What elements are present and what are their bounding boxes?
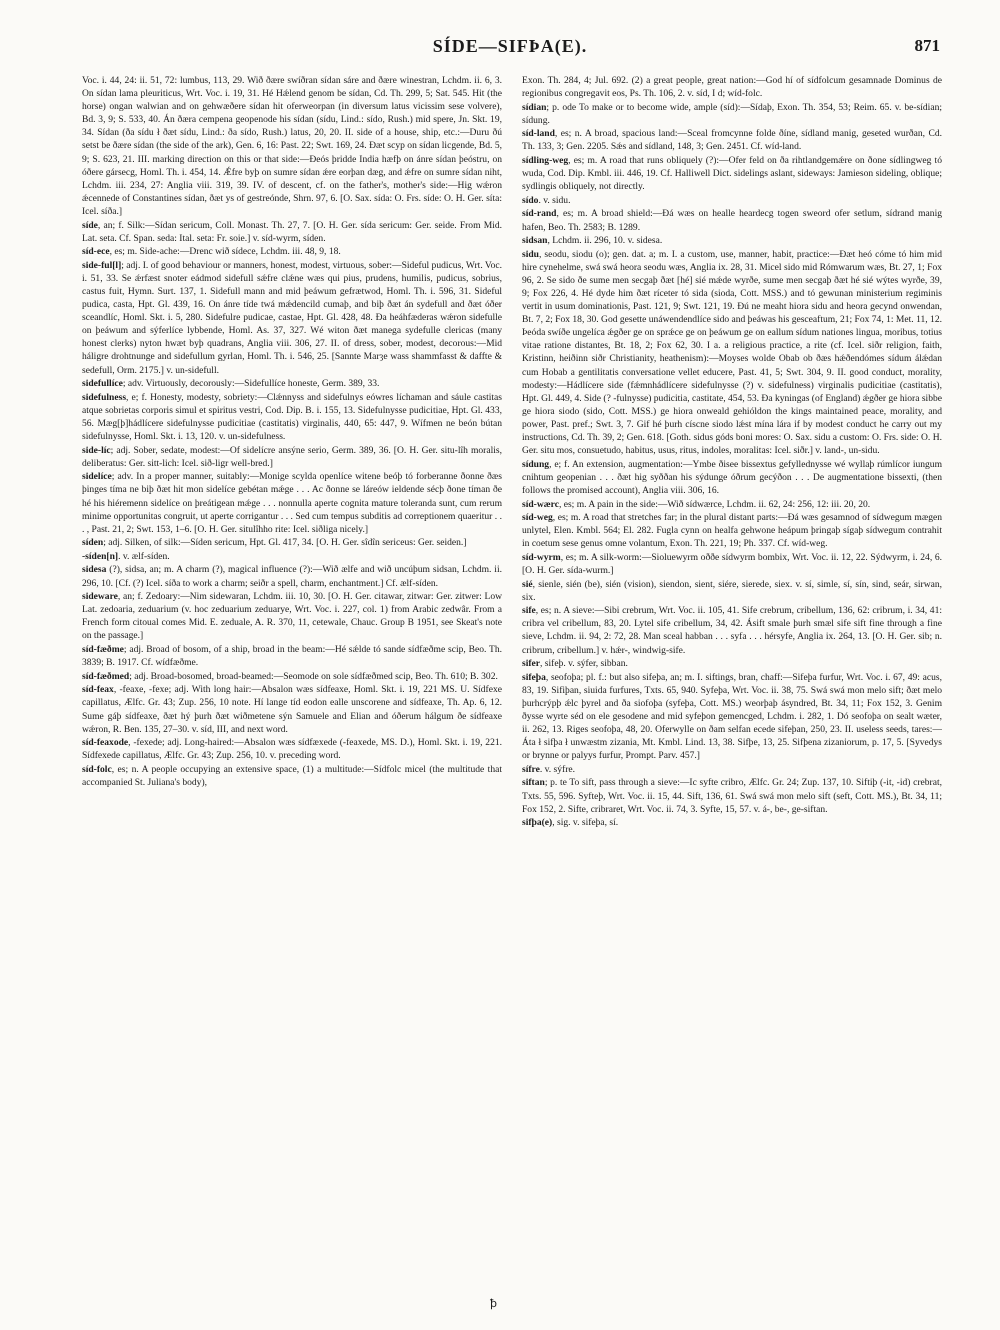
- signature-mark: ꝥ: [490, 1298, 497, 1310]
- entry-text: , -feaxe, -fexe; adj. With long hair:—Absalon wæs sídfeaxe, Homl. Skt. i. 19, 221 MS. U. Sídfexe capillatus, Ælfc. Gr. 43; Zup. 256, 10 note. Hí lange tíd eodon ealle unscorene and sídfeaxe, Th. Ap. 6, 12. Sume gáþ sídfeaxe, ðæt hý þurh ðæt wiðmetene sýn Samuele and Elian and óðerum hálgum ðe sídfeaxe wǽron, R. Ben. 135, 27–30. v. síd, III, and next word.: [82, 684, 502, 735]
- right-column: [522, 74, 942, 1289]
- entry-headword: sié: [522, 578, 533, 590]
- entry-text: , es; n. A broad, spacious land:—Sceal fromcynne folde ðíne, sídland manig, geseted wurðan, Cd. Th. 133, 3; Gen. 2205. Sǽs and sídland, 148, 3; Gen. 2451. Cf. wíd-land.: [522, 128, 942, 153]
- entry-headword: sidesa: [82, 564, 107, 576]
- entry-text: , es; m. A silk-worm:—Sioluewyrm oððe sídwyrm bombix, Wrt. Voc. ii. 12, 22. Sýdwyrm, i. 24, 6. [O. H. Ger. sída-wurm.]: [522, 551, 942, 576]
- dictionary-entry: [82, 643, 502, 669]
- dictionary-entry: [522, 604, 942, 656]
- entry-headword: siftan: [522, 777, 545, 789]
- dictionary-entry: [82, 74, 502, 218]
- dictionary-entry: [522, 101, 942, 127]
- dictionary-entry: [82, 391, 502, 443]
- entry-text: , sifeþ. v. sýfer, sibban.: [540, 658, 628, 670]
- entry-text: . v. sidu.: [538, 194, 571, 206]
- entry-headword: síd-feax: [82, 684, 114, 696]
- running-head: [80, 36, 940, 60]
- entry-text: , -fexede; adj. Long-haired:—Absalon wæs sídfæxede (-feaxede, MS. D.), Homl. Skt. i. 19, 221. Sídfexede capillatus, Ælfc. Gr. 43; Zup. 256, 10. v. preceding word.: [82, 737, 502, 762]
- dictionary-entry: [522, 671, 942, 763]
- entry-headword: side-ful[l]: [82, 259, 122, 271]
- entry-text: , Lchdm. ii. 296, 10. v. sidesa.: [547, 235, 663, 247]
- entry-headword: sífre: [522, 763, 540, 775]
- entry-text: ; adj. I. of good behaviour or manners, honest, modest, virtuous, sober:—Sideful pudicus, Wrt. Voc. i. 51, 33. Se ǽrfæst snoter eádmod sidefull sǽfre clǽne wæs qui pius, prudens, humilis, pudicus, sobrius, castus fuit, Hymn. Surt. 137, 1. Sidefull mann and mid þeáwum gefrætwod, Homl. Th. i. 596, 31. Sideful pudica, casta, Hpt. Gl. 439, 16. On ánre tíde twá mǽdencild cumaþ, and biþ ðæt án sydefull and ðæt óðer sceandlíc, Homl. Skt. i. 5, 280. Sidefulre pudicae, castae, Hpt. Gl. 428, 48. Ða heáhfæderas wǽron sidefulle on þeáwum and sýferlíce lybbende, Homl. As. 37, 327. Wé witon ðæt manega sydefulle clericas (many honest clerks) nyton hwæt byþ quadrans, Anglia viii. 306, 27. II. of dress, sober, modest, decorous:—Mid háligre drohtnunge and sidefullum gyrlan, Homl. Th. i. 546, 25. [Sannte Marȝe wass shammfasst & daffte & sedefull, Orm. 2175.] v. un-sidefull.: [82, 259, 502, 376]
- dictionary-entry: [82, 590, 502, 642]
- entry-text: , seodu, siodu (o); gen. dat. a; m. I. a custom, use, manner, habit, practice:—Ðæt heó cóme tó him mid hire cynehelme, swá swá heora seodu wæs, Anglia ix. 28, 31. Micel sido mid Rómwarum wæs, Bt. 27, 1; Fox 96, 2. Se sido ðe sume men secgaþ ðæt [hé] sié mǽde wyrðe, sume men secgaþ ðæt hé sié wýtes wyrðe, 39, 9; Fox 226, 4. Hé dyde him ðæt ríceter tó sida (sioda, Cott. MSS.) and tó gewunan ministerium regiminis vertit in usum dominationis, Past. 121, 9; Swt. 121, 19. Ðú ne meaht hiora sidu and heora gecynd onwendan, Bt. 7, 2; Fox 18, 30. God gesette unáwendendlíce sido and þeáwas his gesceaftum, 21; Fox 74, 1: Met. 11, 12. Þeóda swíðe ungelíca ǽgðer ge on sprǽce ge on þeáwum ge on eallum sídum nationes lingua, moribus, totius vitae ratione distantes, Bt. 18, 2; Fox 62, 30. I a. a religious practice, a rite (cf. Icel. siðr religion, faith, Kristinn, heiðinn siðr Christianity, heathenism):—Moyses wolde Obab ob ðæs hǽðendómes sídum álǽdan cum Hobab a gentilitatis conversatione vellet educere, Past. 41, 5; Swt. 304, 9. II. good conduct, morality, modesty:—Hádlícere side (fǽmnhádlícere sidefulnysse (?) v. sidefulness) virginalis pudicitiae (castitatis), Hpt. Gl. 449, 4. Side (? -fulnysse) pudicitia, castitate, 454, 53. Ða kyningas (of England) ǽgðer ge hiora sibbe ge hiora siodo (sido, Cott. MSS.) ge hiora onweald gehióldon the kings maintained peace, morality, and power, Past. pref.; Swt. 3, 7. Gif hé þurh císcne siodo lǽst mína lára if by modest conduct he carry out my instructions, Cd. Th. 39, 2; Gen. 618. [Goth. sidus góds boni mores: O. Sax. sidu a custom: O. Frs. side: O. H. Ger. situ mos, consuetudo, habitus, usus, ritus, indoles, moralitas: Icel. siðr.] v. land-, un-sidu.: [522, 248, 942, 457]
- entry-headword: sídian: [522, 101, 547, 113]
- entry-text: , es; m. A broad shield:—Ðá wæs on healle heardecg togen sweord ofer setlum, sídrand manig hafen, Beo. Th. 2583; B. 1289.: [522, 208, 942, 233]
- entry-headword: síd-wyrm: [522, 551, 561, 563]
- dictionary-entry: [522, 578, 942, 604]
- entry-headword: sídling-weg: [522, 155, 569, 167]
- entry-text: , es; m. A road that stretches far; in the plural distant parts:—Ðá wæs gesamnod of sídwegum mægen unlytel, Elen. Kmbl. 564; El. 282. Fugla cynn on healfa gehwone heápum þringaþ sígaþ sídwegum contrahit in coetum sese genus omne volantum, Exon. Th. 221, 19; Ph. 337. Cf. wíd-weg.: [522, 512, 942, 550]
- entry-headword: síd-fæðme: [82, 644, 124, 656]
- entry-text: (?), sidsa, an; m. A charm (?), magical influence (?):—Wið ælfe and wið uncúþum sidsan, Lchdm. ii. 296, 10. [Cf. (?) Icel. síða to work a charm; seiðr a spell, charm, enchantment.] Cf. ælf-síden.: [82, 564, 502, 589]
- dictionary-entry: [522, 74, 942, 100]
- entry-headword: sifer: [522, 658, 541, 670]
- entry-headword: sído: [522, 194, 539, 206]
- entry-text: ; adj. Sober, sedate, modest:—Of sidelícre ansýne serio, Germ. 389, 36. [O. H. Ger. situ-lîh moralis, deliberatus: Ger. sitt-lich: Icel. sið-ligr well-bred.]: [82, 444, 502, 469]
- dictionary-entry: [82, 219, 502, 245]
- entry-text: , e; f. An extension, augmentation:—Ymbe ðisee bissextus gefyllednysse wé wyllaþ rúmlícor iungum cnihtum geopenian . . . ðæt hig syððan his sýdunge óðrum gecýðon . . . De augmentatione bissexti, (then follows the promised account), Anglia viii. 306, 16.: [522, 458, 942, 496]
- dictionary-entry: [82, 259, 502, 377]
- dictionary-entry: [522, 511, 942, 550]
- entry-headword: sídung: [522, 458, 550, 470]
- dictionary-entry: [522, 458, 942, 497]
- entry-text: , es; m. A pain in the side:—Wið sídwærce, Lchdm. ii. 62, 24: 256, 12: iii. 20, 20.: [558, 498, 871, 510]
- entry-text: ; adj. Broad-bosomed, broad-beamed:—Seomode on sole sídfæðmed scip, Beo. Th. 610; B. 302.: [129, 670, 498, 682]
- entry-text: , es; m. A road that runs obliquely (?):—Ofer feld on ða rihtlandgemǽre on ðone sídlingweg tó wuda, Cod. Dip. Kmbl. iii. 446, 19. Cf. Halliwell Dict. sidelings aslant, sideways: Jamieson sideling, oblique; sydlingis obliquely, not directly.: [522, 155, 942, 193]
- left-column: [82, 74, 502, 1289]
- dictionary-entry: [82, 245, 502, 258]
- dictionary-entry: [522, 763, 942, 776]
- entry-text: . v. ælf-síden.: [118, 550, 170, 562]
- entry-headword: síd-ece: [82, 246, 110, 258]
- entry-text: Voc. i. 44, 24: ii. 51, 72: lumbus, 113, 29. Wið ðære swíðran sídan sáre and ðære winestran, Lchdm. ii. 6, 3. On sídan lama pleuriticus, Wrt. Voc. i. 19, 31. Hé Hǽlend genom be sídan, Cd. Th. 299, 5; Sat. 545. Hit (the horse) ongan walwian and on gehwæðere sídan hit oferweorpan (in diversum latus vicissim sese volvere), Bd. 3, 9; S. 533, 40. Án ðæra cempena geopenode his sídan (sídu, Lind.: sído, Rush.) mid spere, Jn. Skt. 19, 34. Sídan (ða sídu ł ðæt sídu, Lind.: ða sído, Rush.) latus, 20, 20. II. side of a house, ship, etc.:—Duru ðú setst be ðære sídan (the side of the ark), Gen. 6, 16: Past. 22; Swt. 169, 24. Ðæt scyp on sídan licgende, Bd. 5, 9; S. 623, 21. III. marking direction on this or that side:—Ðeós þridde India hæfþ on ánre sídan þeóstru, on óðere gársecg, Homl. Th. i. 454, 14. Ǽfre byþ on sumre sídan ǽre eorþan dæg, and ǽfre on sumre sídan niht, Lchdm. iii. 234, 27: Anglia viii. 319, 39. IV. of descent, cf. on the father's, mother's side:—Hig wǽron ǽcennede of Constantines sídan, ðæt ys of gestreónde, Shrn. 97, 6. [O. Sax. sída: O. Frs. síde: O. H. Ger. síta: Icel. síða.]: [82, 75, 502, 217]
- entry-headword: sideware: [82, 591, 118, 603]
- entry-headword: sidefullíce: [82, 378, 123, 390]
- entry-text: ; adv. Virtuously, decorously:—Sidefullíce honeste, Germ. 389, 33.: [122, 378, 380, 390]
- entry-text: ; p. ode To make or to become wide, ample (síd):—Sídaþ, Exon. Th. 354, 53; Reim. 65. v. be-sídian; sídung.: [522, 101, 942, 126]
- entry-headword: síd-weg: [522, 512, 553, 524]
- entry-headword: síd-fæðmed: [82, 670, 130, 682]
- dictionary-entry: [82, 444, 502, 470]
- dictionary-entry: [522, 207, 942, 233]
- entry-headword: sidefulness: [82, 391, 127, 403]
- dictionary-entry: [82, 470, 502, 535]
- entry-headword: sifeþa: [522, 671, 546, 683]
- dictionary-entry: [522, 816, 942, 829]
- entry-text: , an; f. Silk:—Sídan sericum, Coll. Monast. Th. 27, 7. [O. H. Ger. sída sericum: Ger. seide. From Mid. Lat. seta. Cf. Span. seda: Ital. seta: Fr. soie.] v. síd-wyrm, síden.: [82, 219, 502, 244]
- entry-text: , an; f. Zedoary:—Nim sidewaran, Lchdm. iii. 10, 30. [O. H. Ger. citawar, zitwar: Ger. zitwer: Low Lat. zedoaria, zeduarium (v. hoc zeduarium zeduarye, Wrt. Voc. i. 227, col. 1) from Arabic zedwâr. From a French form citoual comes Mid. E. zeduale, A. R. 370, 11, cetewale, Chauc. Group B 1951, see Skeat's note on the passage.]: [82, 591, 502, 642]
- entry-text: , e; f. Honesty, modesty, sobriety:—Clǽnnyss and sidefulnys eówres líchaman and sáule castitas atque sobrietas corporis simul et spiritus vestri, Cod. Dip. B. i. 155, 13. Sidefulnysse pudicitiae, Hpt. Gl. 433, 56. Mæg[þ]hádlícere sidefulnysse pudicitiae (castitatis) virginalis, 440, 65: 447, 9. Wífmen ne beón bútan sidefulnysse, Homl. Skt. i. 13, 120. v. un-sidefulness.: [82, 391, 502, 443]
- entry-headword: side-líc: [82, 444, 111, 456]
- entry-text: ; adj. Silken, of silk:—Síden sericum, Hpt. Gl. 417, 34. [O. H. Ger. sîdîn sericeus: Ger. seiden.]: [103, 537, 467, 549]
- dictionary-entry: [82, 670, 502, 683]
- dictionary-entry: [82, 536, 502, 549]
- entry-text: Exon. Th. 284, 4; Jul. 692. (2) a great people, great nation:—God hí of sídfolcum gesamnade Dominus de regionibus congregavit eos, Ps. Th. 106, 2. v. síd, I d; wíd-folc.: [522, 75, 942, 100]
- dictionary-entry: [82, 763, 502, 789]
- entry-headword: síd-land: [522, 128, 555, 140]
- entry-text: , seofoþa; pl. f.: but also sifeþa, an; m. I. siftings, bran, chaff:—Sifeþa furfur, Wrt. Voc. i. 67, 49: acus, 83, 19. Sifiþan, siuida furfures, Txts. 65, 940. Syfeþa, Wrt. Voc. ii. 38, 75. Swá swá mon melo sift; ðæt melo þurhcrýpþ ǽlc þyrel and ða siofoþa (syfeþa, Cott. MS.) weorþaþ ásyndred, Bt. 34, 11; Fox 152, 3. Genim ðysse wyrte séd on ele gesodene and mid syfeþon gemencged, Lchdm. i. 282, 1. Dó seofoþa on sealt wæter, ii. 262, 13. Riges seofoþa, 48, 20. Oferwylle on ðam selfan ecede sifeþan, 250, 23. II. useless seeds, tares:—Áta ł sifþa ł unwæstm zizania, Mt. Kmbl. Lind. 13, 38. Sifþe, 13, 25. Sifþena zizaniorum, p. 17, 5. [Syvedys or brynne or palyys furfur, Prompt. Parv. 457.]: [522, 671, 942, 762]
- entry-text: ; p. te To sift, pass through a sieve:—Ic syfte cribro, Ælfc. Gr. 24; Zup. 137, 10. Siftiþ (-it, -id) crebrat, Txts. 55, 596. Syfteþ, Wrt. Voc. ii. 15, 44. Sift, 136, 61. Swá swá mon melo sift (seft, Cott. MS.), Bt. 34, 11; Fox 152, 2. Sifte, cribraret, Wrt. Voc. ii. 74, 3. Syfte, 15, 57. v. á-, be-, ge-siftan.: [522, 777, 942, 815]
- entry-text: ; adj. Broad of bosom, of a ship, broad in the beam:—Hé sǽlde tó sande sídfæðme scip, Beo. Th. 3839; B. 1917. Cf. wídfæðme.: [82, 644, 502, 669]
- page-number: 871: [914, 36, 940, 55]
- dictionary-entry: [82, 377, 502, 390]
- entry-headword: síd-wærc: [522, 498, 559, 510]
- entry-headword: síd-rand: [522, 208, 557, 220]
- dictionary-entry: [82, 683, 502, 735]
- dictionary-entry: [82, 563, 502, 589]
- dictionary-entry: [522, 498, 942, 511]
- entry-text: ; adv. In a proper manner, suitably:—Monige scylda openlíce witene beóþ tó forberanne ðonne ðæs þinges tíma ne biþ ðæt hit mon sidelíce gebétan mǽge . . . Ac ðonne se láreów ieldende sécþ ðone tíman ðe hé his hiéremenn sidelíce on þreátigean mǽge . . . nonnulla aperte cognita mature toleranda sunt, cum rerum minime opportunitas congruit, ut aperte corrigantur . . . Sed cum tempus subditis ad correptionem quaeritur . . . , Past. 21, 2; Swt. 153, 1–6. [O. H. Ger. situlîhho rite: Icel. siðliga nicely.]: [82, 471, 502, 535]
- entry-headword: síd-folc: [82, 763, 112, 775]
- dictionary-entry: [522, 194, 942, 207]
- entry-headword: sifþa(e): [522, 817, 553, 829]
- entry-headword: sidsan: [522, 235, 548, 247]
- dictionary-entry: [82, 736, 502, 762]
- entry-headword: -síden[n]: [82, 550, 119, 562]
- dictionary-entry: [522, 551, 942, 577]
- text-columns: [82, 74, 942, 1289]
- entry-text: , es; n. A sieve:—Sibi crebrum, Wrt. Voc. ii. 105, 41. Sife crebrum, cribellum, 136, 62: cribrum, i. 34, 41: cribra vel cribellum, 83, 20. Lytel sife cribellum, 34, 42. Ásift smale þurh smæl sife sift fine through a fine sieve, Lchdm. ii. 94, 2: 72, 28. Man sceal habban . . . syfa . . . hérsyfe, Anglia ix. 264, 13. [O. H. Ger. sib; n. cribrum, cribellum.] v. hǽr-, windwig-sife.: [522, 605, 942, 656]
- entry-headword: síden: [82, 537, 104, 549]
- entry-text: , es; n. A people occupying an extensive space, (1) a multitude:—Sídfolc micel (the multitude that accompanied St. Juliana's body),: [82, 763, 502, 788]
- entry-headword: síd-feaxode: [82, 737, 129, 749]
- dictionary-entry: [82, 550, 502, 563]
- entry-text: , es; m. Side-ache:—Drenc wið sídece, Lchdm. iii. 48, 9, 18.: [109, 246, 341, 258]
- dictionary-entry: [522, 657, 942, 670]
- dictionary-entry: [522, 234, 942, 247]
- entry-text: . v. sýfre.: [539, 763, 576, 775]
- entry-text: , sienle, sién (be), sién (vision), siendon, sient, siére, sierede, siex. v. sí, simle, sí, sín, sind, seár, sirwan, six.: [522, 578, 942, 603]
- entry-headword: sidu: [522, 248, 539, 260]
- dictionary-entry: [522, 776, 942, 815]
- entry-headword: sife: [522, 605, 536, 617]
- entry-text: , sig. v. sifeþa, sí.: [552, 817, 619, 829]
- dictionary-entry: [522, 248, 942, 458]
- page-title: SÍDE—SIFÞA(E).: [432, 36, 588, 56]
- dictionary-entry: [522, 154, 942, 193]
- dictionary-entry: [522, 127, 942, 153]
- entry-headword: sidelíce: [82, 471, 112, 483]
- entry-headword: síde: [82, 219, 98, 231]
